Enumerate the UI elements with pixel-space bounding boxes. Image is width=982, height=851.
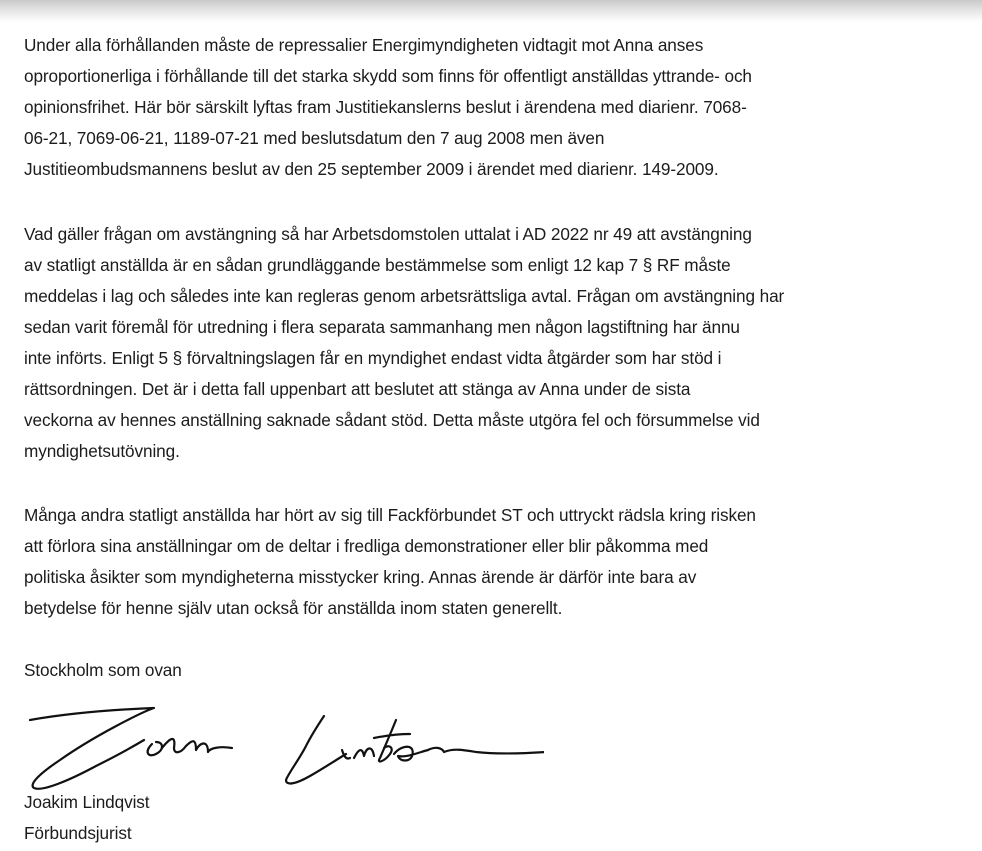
text-line: rättsordningen. Det är i detta fall uppenbart att beslutet att stänga av Anna under de sista xyxy=(24,379,691,399)
signer-title: Förbundsjurist xyxy=(24,823,132,843)
text-line: Justitieombudsmannens beslut av den 25 september 2009 i ärendet med diarienr. 149-2009. xyxy=(24,159,719,179)
top-shadow xyxy=(0,0,982,22)
closing-line: Stockholm som ovan xyxy=(24,660,182,680)
text-line: att förlora sina anställningar om de deltar i fredliga demonstrationer eller blir påkomma med xyxy=(24,536,709,556)
text-line: betydelse för henne själv utan också för anställda inom staten generellt. xyxy=(24,598,563,618)
text-line: 06-21, 7069-06-21, 1189-07-21 med beslutsdatum den 7 aug 2008 men även xyxy=(24,128,605,148)
text-line: myndighetsutövning. xyxy=(24,441,180,461)
text-line: sedan varit föremål för utredning i flera separata sammanhang men någon lagstiftning har ännu xyxy=(24,317,740,337)
text-line: politiska åsikter som myndigheterna misstycker kring. Annas ärende är därför inte bara av xyxy=(24,567,697,587)
paragraph-1 xyxy=(24,30,752,185)
signer-name: Joakim Lindqvist xyxy=(24,792,150,812)
text-line: oproportionerliga i förhållande till det starka skydd som finns för offentligt anställdas yttrande- och xyxy=(24,66,752,86)
text-line: inte införts. Enligt 5 § förvaltningslagen får en myndighet endast vidta åtgärder som har stöd i xyxy=(24,348,722,368)
text-line: av statligt anställda är en sådan grundläggande bestämmelse som enligt 12 kap 7 § RF måste xyxy=(24,255,731,275)
text-line: Under alla förhållanden måste de repressalier Energimyndigheten vidtagit mot Anna anses xyxy=(24,35,704,55)
paragraph-2 xyxy=(24,219,784,467)
text-line: meddelas i lag och således inte kan regleras genom arbetsrättsliga avtal. Frågan om avstängning har xyxy=(24,286,785,306)
text-line: veckorna av hennes anställning saknade sådant stöd. Detta måste utgöra fel och försummelse vid xyxy=(24,410,760,430)
paragraph-3 xyxy=(24,500,756,624)
text-line: Många andra statligt anställda har hört av sig till Fackförbundet ST och uttryckt rädsla kring risken xyxy=(24,505,756,525)
text-line: opinionsfrihet. Här bör särskilt lyftas fram Justitiekanslerns beslut i ärendena med diarienr. 7068- xyxy=(24,97,747,117)
text-line: Vad gäller frågan om avstängning så har Arbetsdomstolen uttalat i AD 2022 nr 49 att avstängning xyxy=(24,224,752,244)
